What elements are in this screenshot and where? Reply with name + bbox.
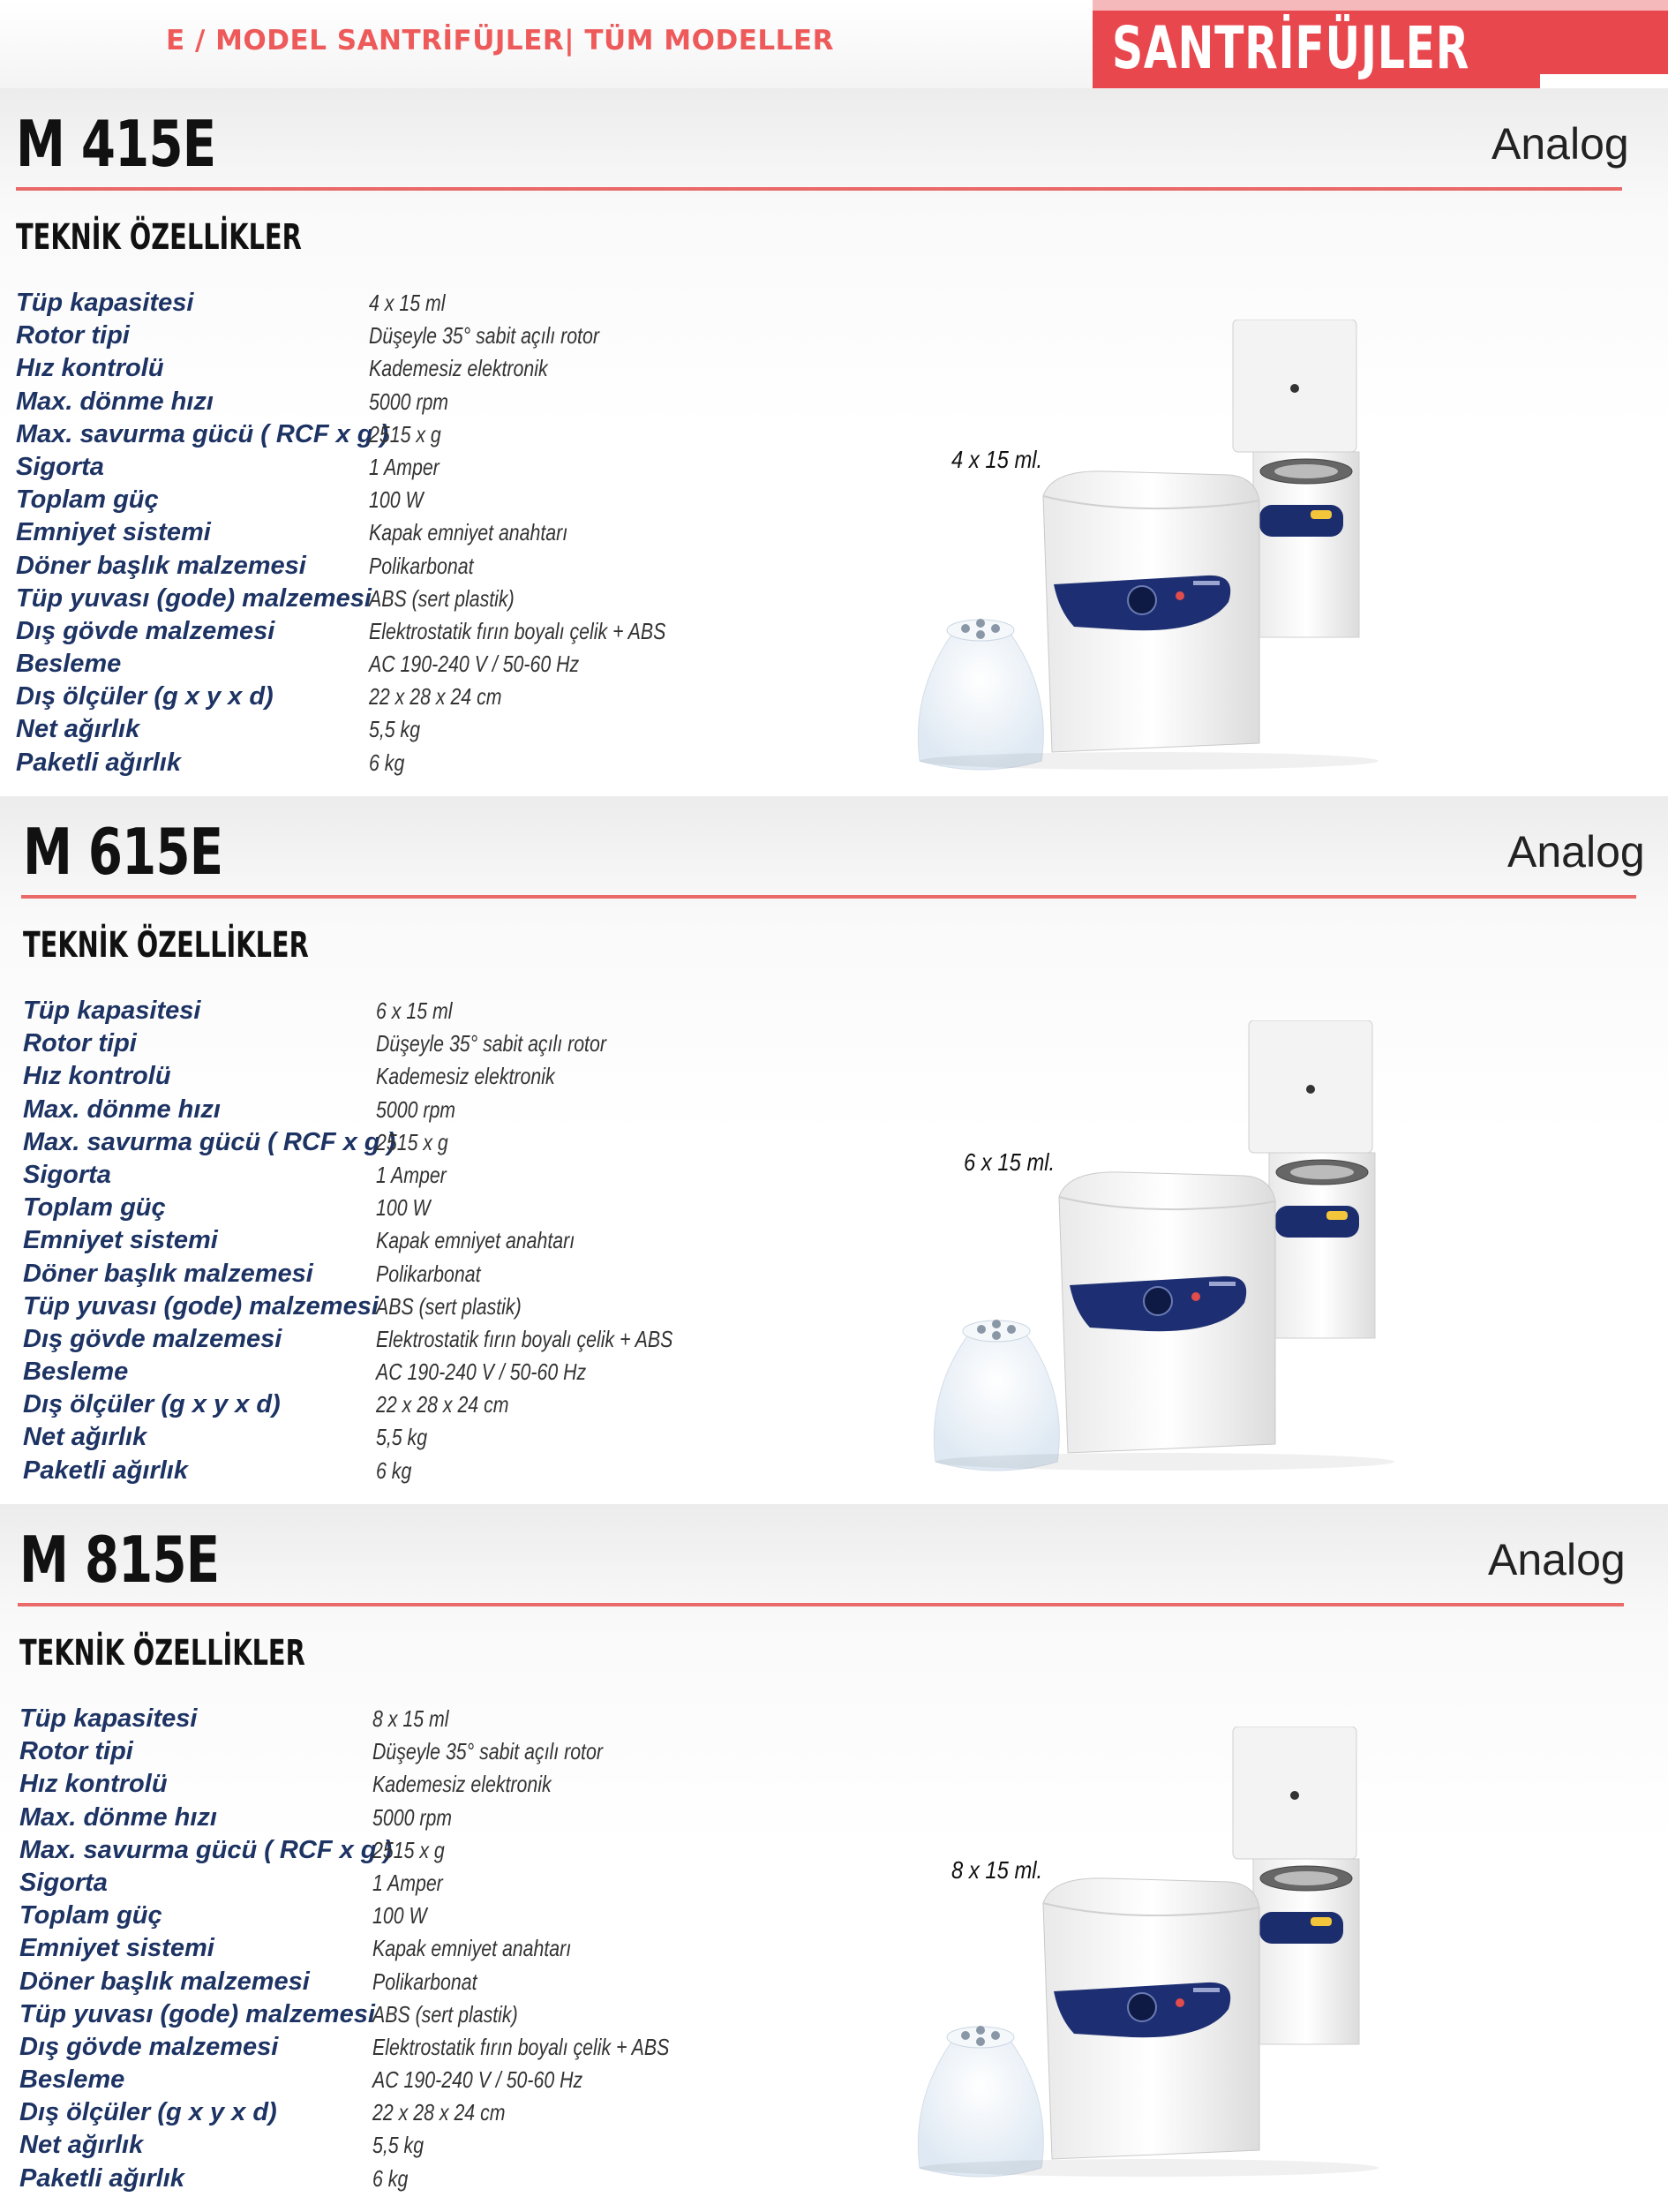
- spec-value: Polikarbonat: [376, 1260, 481, 1287]
- capacity-caption: 4 x 15 ml.: [951, 446, 1043, 473]
- spec-value: Elektrostatik fırın boyalı çelik + ABS: [369, 617, 666, 644]
- centrifuge-product-image: [902, 1727, 1396, 2186]
- spec-value: 100 W: [372, 1902, 427, 1930]
- spec-label: Sigorta: [16, 452, 104, 481]
- spec-value: Düşeyle 35° sabit açılı rotor: [372, 1738, 603, 1765]
- spec-label: Tüp kapasitesi: [19, 1704, 198, 1733]
- spec-value: Kademesiz elektronik: [369, 355, 548, 382]
- spec-value: Kademesiz elektronik: [376, 1063, 555, 1090]
- spec-value: Elektrostatik fırın boyalı çelik + ABS: [372, 2033, 670, 2060]
- spec-label: Net ağırlık: [16, 715, 140, 744]
- spec-label: Toplam güç: [23, 1193, 166, 1223]
- spec-label: Rotor tipi: [23, 1029, 137, 1058]
- spec-label: Net ağırlık: [19, 2131, 144, 2160]
- spec-label: Hız kontrolü: [19, 1770, 168, 1799]
- spec-value: 1 Amper: [376, 1161, 447, 1188]
- spec-value: Polikarbonat: [372, 1967, 477, 1995]
- model-name: M 415E: [16, 107, 216, 181]
- spec-label: Rotor tipi: [16, 321, 130, 350]
- spec-value: 6 kg: [372, 2164, 409, 2192]
- spec-label: Besleme: [16, 650, 122, 679]
- spec-value: 22 x 28 x 24 cm: [369, 683, 502, 711]
- spec-value: AC 190-240 V / 50-60 Hz: [369, 651, 580, 678]
- spec-value: 22 x 28 x 24 cm: [376, 1391, 509, 1418]
- spec-label: Emniyet sistemi: [19, 1934, 214, 1963]
- specs-title: TEKNİK ÖZELLİKLER: [16, 217, 302, 258]
- spec-label: Döner başlık malzemesi: [23, 1259, 313, 1288]
- spec-label: Toplam güç: [19, 1901, 162, 1930]
- spec-label: Hız kontrolü: [16, 354, 164, 383]
- spec-label: Emniyet sistemi: [16, 518, 211, 547]
- spec-value: Düşeyle 35° sabit açılı rotor: [376, 1030, 606, 1057]
- spec-label: Tüp yuvası (gode) malzemesi: [19, 1999, 375, 2028]
- spec-label: Besleme: [23, 1358, 129, 1387]
- spec-label: Paketli ağırlık: [16, 748, 181, 777]
- centrifuge-product-image: [902, 320, 1396, 779]
- spec-value: 100 W: [376, 1194, 431, 1222]
- spec-value: ABS (sert plastik): [372, 2000, 518, 2028]
- spec-value: 5000 rpm: [369, 387, 449, 415]
- header-bar: [0, 0, 1668, 88]
- product-section-m-815e: [0, 1504, 1668, 2212]
- spec-value: 5000 rpm: [372, 1803, 453, 1831]
- brand-banner-strip: [1093, 0, 1668, 11]
- brand-banner: [1093, 0, 1668, 88]
- spec-value: 6 kg: [376, 1456, 412, 1484]
- model-name: M 815E: [19, 1523, 220, 1597]
- spec-label: Rotor tipi: [19, 1737, 133, 1766]
- spec-value: 2515 x g: [369, 420, 441, 448]
- spec-label: Dış ölçüler (g x y x d): [16, 682, 274, 711]
- spec-value: 6 kg: [369, 749, 405, 776]
- spec-value: AC 190-240 V / 50-60 Hz: [372, 2066, 583, 2094]
- spec-value: Kademesiz elektronik: [372, 1771, 552, 1798]
- centrifuge-product-image: [918, 1020, 1412, 1479]
- spec-label: Max. dönme hızı: [23, 1095, 221, 1124]
- spec-label: Sigorta: [23, 1160, 111, 1189]
- spec-value: ABS (sert plastik): [369, 584, 515, 612]
- spec-label: Döner başlık malzemesi: [16, 551, 306, 580]
- rotor-icon: [934, 1321, 1059, 1471]
- specs-title: TEKNİK ÖZELLİKLER: [19, 1633, 305, 1674]
- section-divider: [18, 1603, 1624, 1606]
- spec-label: Max. dönme hızı: [16, 387, 214, 416]
- rotor-icon: [918, 2028, 1043, 2177]
- spec-value: 5000 rpm: [376, 1095, 456, 1123]
- section-divider: [21, 895, 1636, 899]
- product-section-m-415e: [0, 88, 1668, 796]
- spec-value: 6 x 15 ml: [376, 997, 453, 1024]
- spec-value: Kapak emniyet anahtarı: [372, 1935, 572, 1962]
- spec-value: 5,5 kg: [369, 716, 421, 743]
- spec-value: 5,5 kg: [376, 1424, 428, 1451]
- spec-label: Dış ölçüler (g x y x d): [23, 1390, 281, 1419]
- spec-label: Dış gövde malzemesi: [19, 2032, 279, 2061]
- spec-label: Sigorta: [19, 1868, 108, 1897]
- spec-label: Besleme: [19, 2065, 125, 2095]
- breadcrumb[interactable]: E / MODEL SANTRİFÜJLER| TÜM MODELLER: [166, 25, 834, 56]
- model-type-label: Analog: [1488, 1535, 1626, 1584]
- spec-label: Net ağırlık: [23, 1423, 147, 1452]
- spec-label: Dış gövde malzemesi: [16, 616, 275, 645]
- spec-value: Düşeyle 35° sabit açılı rotor: [369, 322, 599, 350]
- model-type-label: Analog: [1507, 827, 1645, 877]
- brand-title: SANTRİFÜJLER: [1112, 14, 1470, 82]
- section-divider: [16, 187, 1622, 191]
- spec-label: Tüp kapasitesi: [23, 997, 201, 1025]
- spec-label: Max. savurma gücü ( RCF x g ): [23, 1127, 396, 1156]
- spec-label: Max. dönme hızı: [19, 1802, 217, 1832]
- spec-label: Dış gövde malzemesi: [23, 1324, 282, 1353]
- spec-label: Tüp kapasitesi: [16, 289, 194, 317]
- specs-title: TEKNİK ÖZELLİKLER: [23, 925, 309, 966]
- rotor-icon: [918, 621, 1043, 770]
- product-section-m-615e: [0, 796, 1668, 1504]
- spec-value: Kapak emniyet anahtarı: [376, 1227, 575, 1254]
- spec-label: Max. savurma gücü ( RCF x g ): [16, 419, 389, 448]
- spec-value: 1 Amper: [372, 1869, 443, 1896]
- capacity-caption: 6 x 15 ml.: [964, 1148, 1056, 1176]
- spec-label: Dış ölçüler (g x y x d): [19, 2098, 277, 2127]
- model-type-label: Analog: [1491, 119, 1629, 169]
- spec-value: Elektrostatik fırın boyalı çelik + ABS: [376, 1325, 673, 1352]
- capacity-caption: 8 x 15 ml.: [951, 1856, 1043, 1884]
- spec-value: ABS (sert plastik): [376, 1292, 522, 1320]
- spec-label: Döner başlık malzemesi: [19, 1967, 310, 1996]
- spec-label: Tüp yuvası (gode) malzemesi: [23, 1291, 379, 1320]
- spec-label: Max. savurma gücü ( RCF x g ): [19, 1835, 393, 1864]
- spec-value: AC 190-240 V / 50-60 Hz: [376, 1358, 587, 1386]
- brand-banner-corner: [1540, 74, 1668, 88]
- spec-value: 2515 x g: [372, 1836, 445, 1863]
- spec-value: 22 x 28 x 24 cm: [372, 2099, 506, 2126]
- spec-label: Emniyet sistemi: [23, 1226, 218, 1255]
- spec-value: 5,5 kg: [372, 2132, 425, 2159]
- spec-value: 100 W: [369, 486, 424, 514]
- model-name: M 615E: [23, 815, 223, 889]
- spec-value: Polikarbonat: [369, 552, 474, 579]
- spec-label: Paketli ağırlık: [19, 2163, 184, 2193]
- spec-label: Paketli ağırlık: [23, 1456, 188, 1485]
- spec-value: 4 x 15 ml: [369, 290, 446, 316]
- spec-label: Toplam güç: [16, 485, 159, 515]
- spec-value: 1 Amper: [369, 453, 440, 480]
- spec-value: 2515 x g: [376, 1128, 448, 1155]
- spec-label: Hız kontrolü: [23, 1062, 171, 1091]
- spec-value: Kapak emniyet anahtarı: [369, 519, 568, 546]
- spec-label: Tüp yuvası (gode) malzemesi: [16, 583, 372, 613]
- spec-value: 8 x 15 ml: [372, 1705, 449, 1732]
